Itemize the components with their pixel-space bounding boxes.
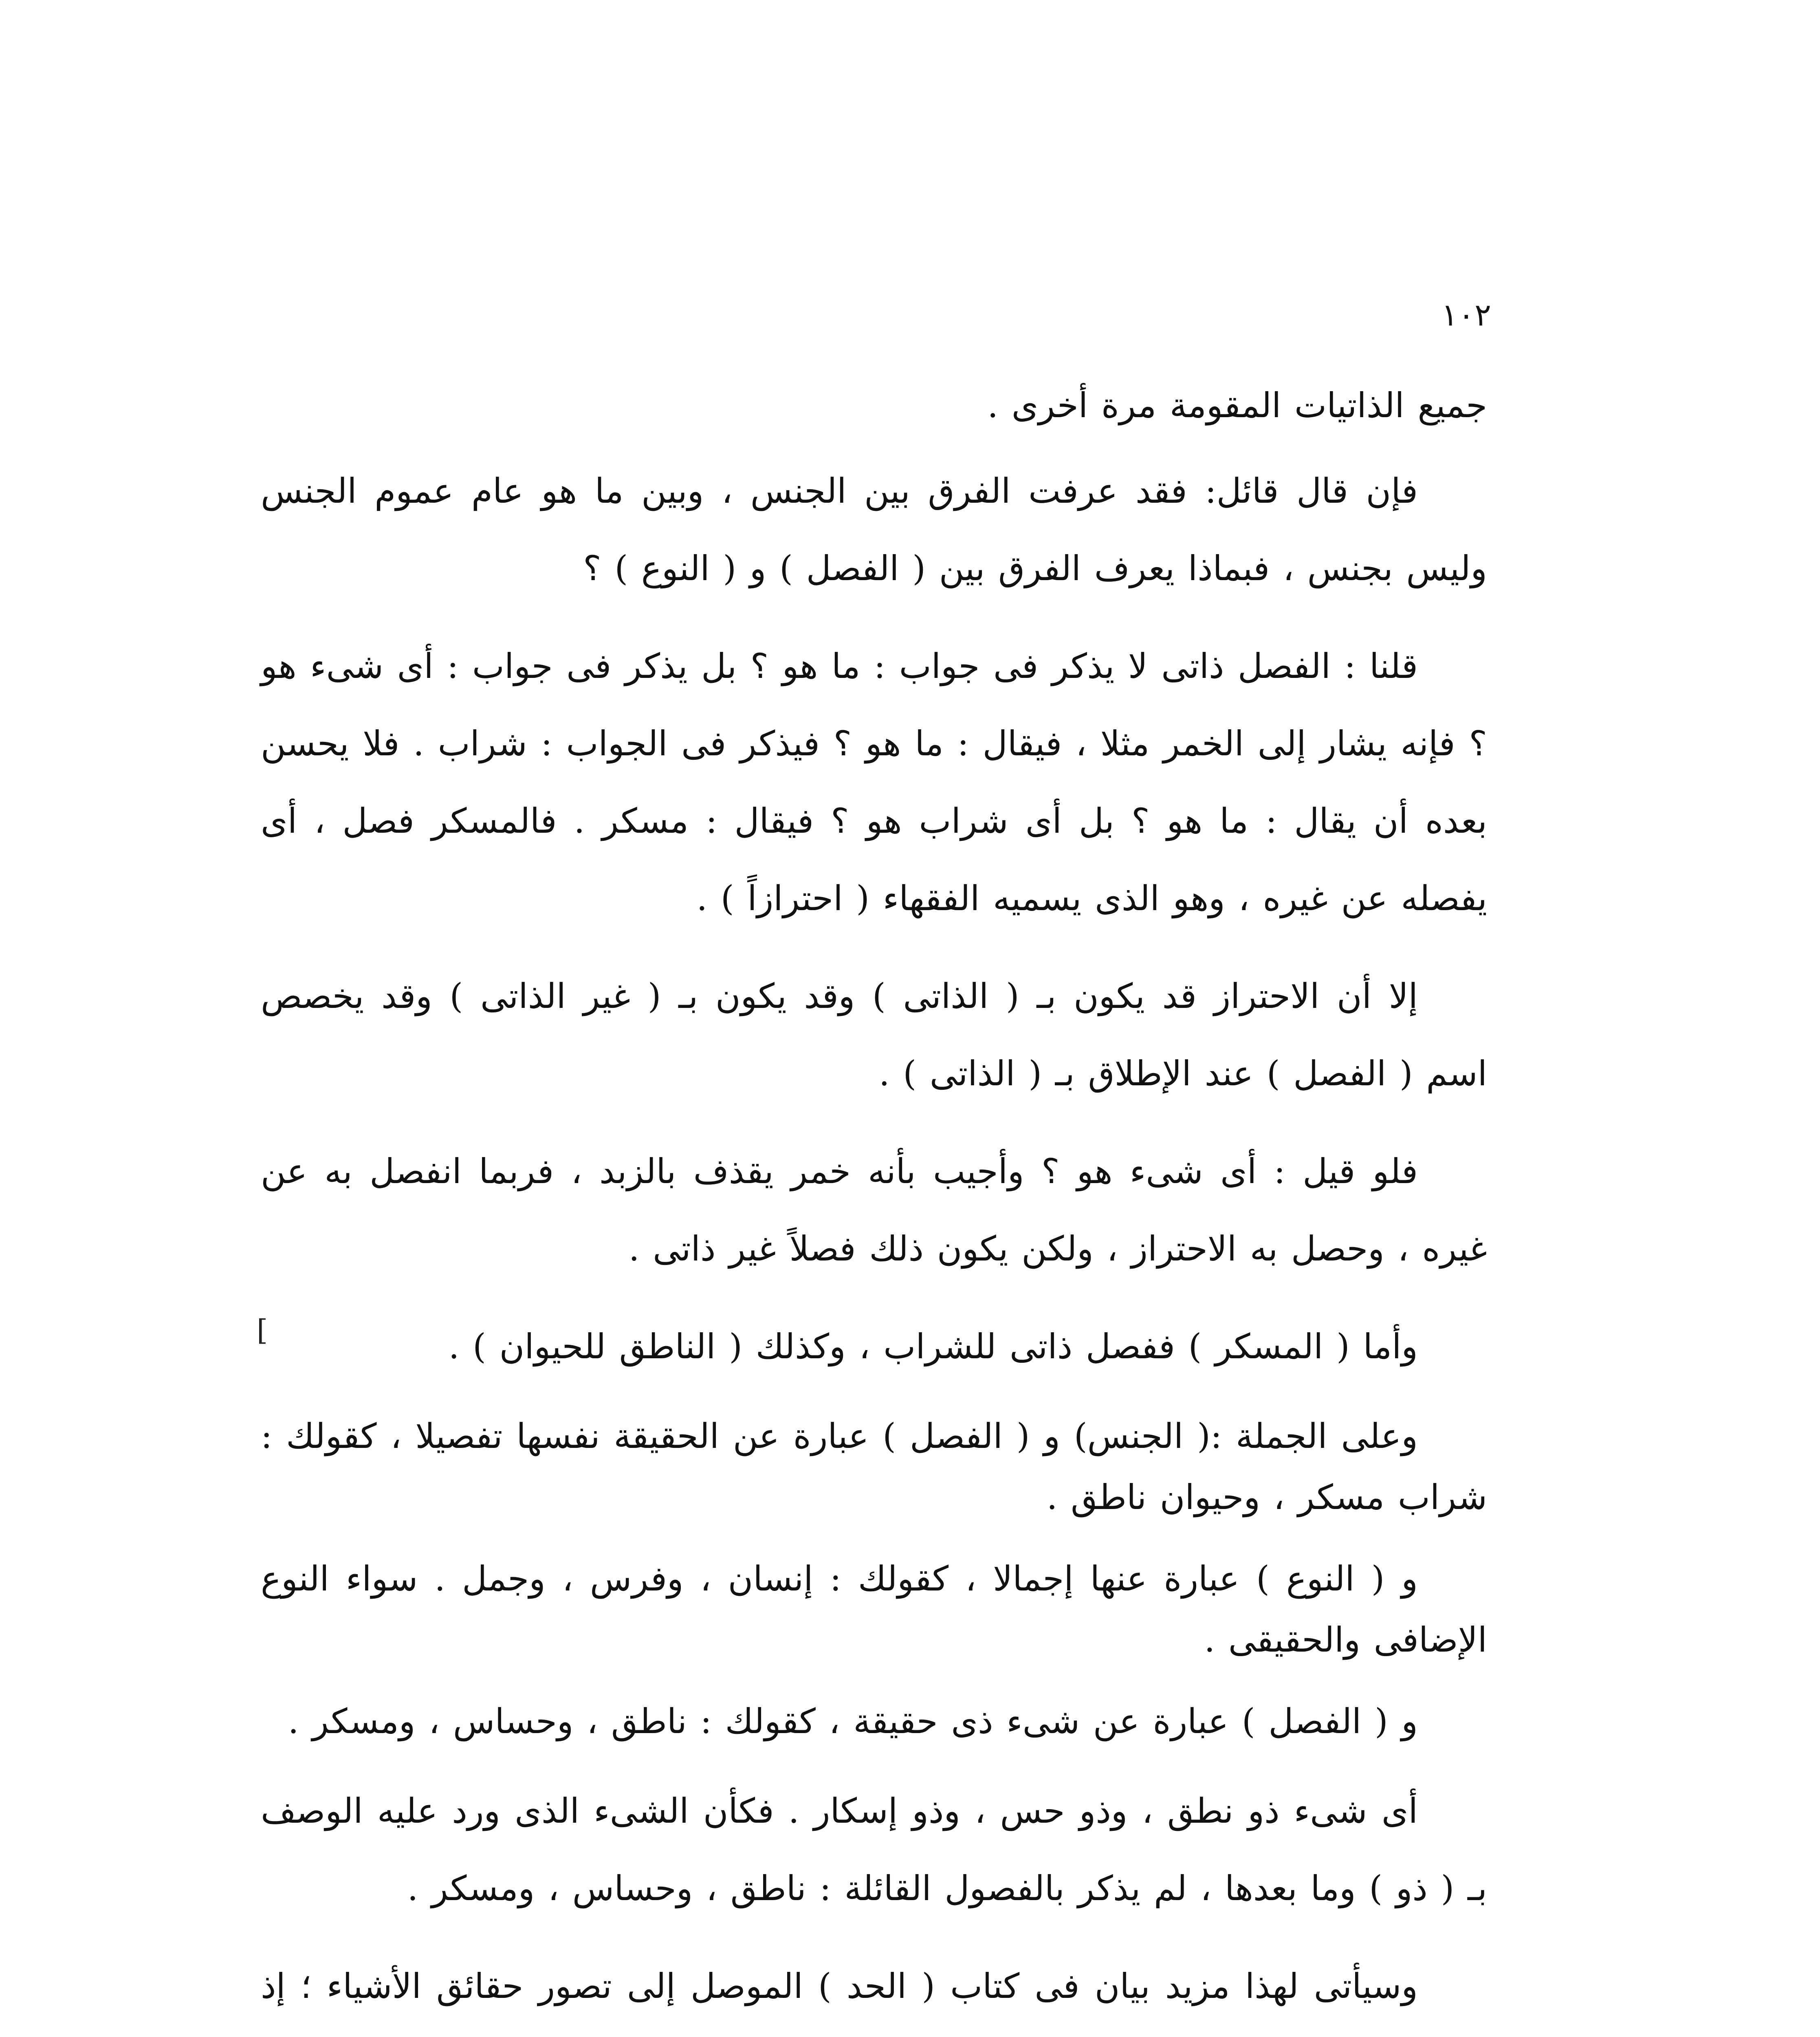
- paragraph-5: فلو قيل : أى شىء هو ؟ وأجيب بأنه خمر يقذف بالزبد ، فربما انفصل به عن غيره ، وحصل به الاحتراز ، ولكن يكون ذلك فصلاً غير ذاتى .: [261, 1151, 1487, 1269]
- paragraph-11: وسيأتى لهذا مزيد بيان فى كتاب ( الحد ) الموصل إلى تصور حقائق الأشياء ؛ إذ: [261, 1966, 1418, 2006]
- margin-bracket-mark: [: [257, 1313, 268, 1347]
- paragraph-8: و ( النوع ) عبارة عنها إجمالا ، كقولك : إنسان ، وفرس ، وجمل . سواء النوع الإضافى والحقيقى .: [261, 1559, 1487, 1660]
- paragraph-10: أى شىء ذو نطق ، وذو حس ، وذو إسكار . فكأن الشىء الذى ورد عليه الوصف بـ ( ذو ) وما بعدها ، لم يذكر بالفصول القائلة : ناطق ، وحساس ، ومسكر .: [261, 1791, 1487, 1908]
- paragraph-7: وعلى الجملة :( الجنس) و ( الفصل ) عبارة عن الحقيقة نفسها تفصيلا ، كقولك : شراب مسكر ، وحيوان ناطق .: [261, 1416, 1487, 1517]
- paragraph-9: و ( الفصل ) عبارة عن شىء ذى حقيقة ، كقولك : ناطق ، وحساس ، ومسكر .: [288, 1701, 1418, 1741]
- paragraph-6: وأما ( المسكر ) ففصل ذاتى للشراب ، وكذلك ( الناطق للحيوان ) .: [448, 1326, 1418, 1366]
- page-number: ١٠٢: [1441, 297, 1491, 333]
- paragraph-1: جميع الذاتيات المقومة مرة أخرى .: [987, 385, 1487, 425]
- paragraph-2: فإن قال قائل: فقد عرفت الفرق بين الجنس ، وبين ما هو عام عموم الجنس وليس بجنس ، فبماذا يعرف الفرق بين ( الفصل ) و ( النوع ) ؟: [261, 471, 1487, 588]
- main-text: [261, 367, 1487, 2037]
- paragraph-4: إلا أن الاحتراز قد يكون بـ ( الذاتى ) وقد يكون بـ ( غير الذاتى ) وقد يخصص اسم ( الفصل ) عند الإطلاق بـ ( الذاتى ) .: [261, 976, 1487, 1093]
- paragraph-3: قلنا : الفصل ذاتى لا يذكر فى جواب : ما هو ؟ بل يذكر فى جواب : أى شىء هو ؟ فإنه يشار إلى الخمر مثلا ، فيقال : ما هو ؟ فيذكر فى الجواب : شراب . فلا يحسن بعده أن يقال : ما هو ؟ بل أى شراب هو ؟ فيقال : مسكر . فالمسكر فصل ، أى يفصله عن غيره ، وهو الذى يسميه الفقهاء ( احترازاً ) .: [261, 646, 1487, 918]
